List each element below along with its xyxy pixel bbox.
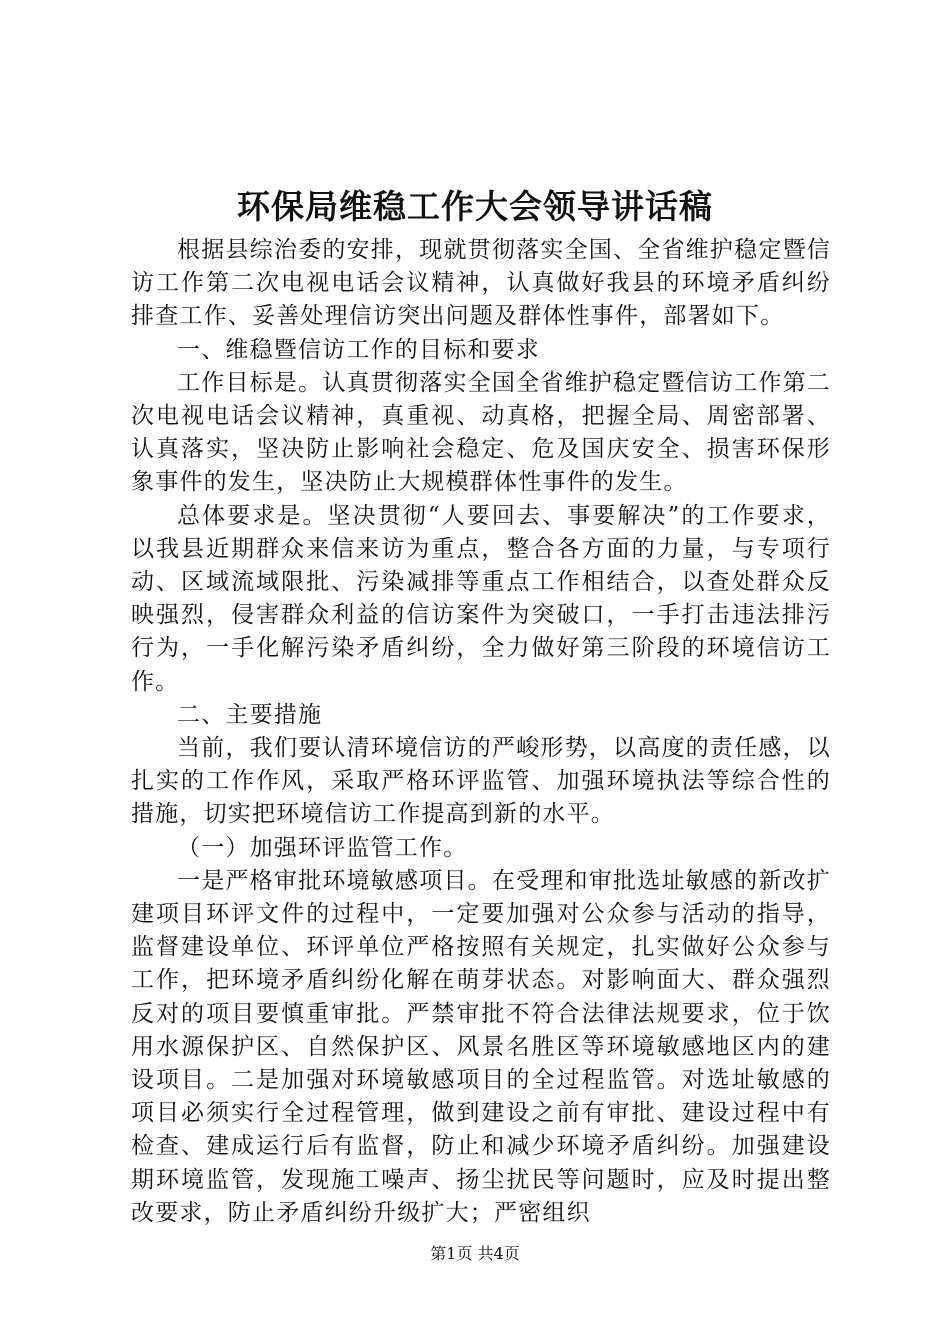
heading-section-1: 一、维稳暨信访工作的目标和要求	[177, 336, 540, 363]
heading-section-2: 二、主要措施	[177, 701, 323, 728]
paragraph-overall-requirements: 总体要求是。坚决贯彻“人要回去、事要解决”的工作要求，以我县近期群众来信来访为重点，整合各方面的力量，与专项行动、区域流域限批、污染减排等重点工作相结合，以查处群众反映强烈，侵害群众利益的信访案件为突破口，一手打击违法排污行为，一手化解污染矛盾纠纷，全力做好第三阶段的环境信访工作。	[131, 502, 831, 695]
paragraph-eia-supervision: 一是严格审批环境敏感项目。在受理和审批选址敏感的新改扩建项目环评文件的过程中，一定要加强对公众参与活动的指导，监督建设单位、环评单位严格按照有关规定，扎实做好公众参与工作，把环境矛盾纠纷化解在萌芽状态。对影响面大、群众强烈反对的项目要慎重审批。严禁审批不符合法律法规要求，位于饮用水源保护区、自然保护区、风景名胜区等环境敏感地区内的建设项目。二是加强对环境敏感项目的全过程监管。对选址敏感的项目必须实行全过程管理，做到建设之前有审批、建设过程中有检查、建成运行后有监督，防止和减少环境矛盾纠纷。加强建设期环境监管，发现施工噪声、扬尘扰民等问题时，应及时提出整改要求，防止矛盾纠纷升级扩大；严密组织	[131, 867, 831, 1226]
paragraph-current-situation: 当前，我们要认清环境信访的严峻形势，以高度的责任感，以扎实的工作作风，采取严格环评监管、加强环境执法等综合性的措施，切实把环境信访工作提高到新的水平。	[131, 735, 831, 828]
heading-subsection-1: （一）加强环评监管工作。	[177, 834, 468, 861]
document-body	[131, 234, 831, 1230]
document-title: 环保局维稳工作大会领导讲话稿	[237, 187, 713, 226]
paragraph-work-goal: 工作目标是。认真贯彻落实全国全省维护稳定暨信访工作第二次电视电话会议精神，真重视、动真格，把握全局、周密部署、认真落实，坚决防止影响社会稳定、危及国庆安全、损害环保形象事件的发生，坚决防止大规模群体性事件的发生。	[131, 369, 831, 496]
page-footer: 第1页 共4页	[430, 1244, 520, 1263]
paragraph-intro: 根据县综治委的安排，现就贯彻落实全国、全省维护稳定暨信访工作第二次电视电话会议精神，认真做好我县的环境矛盾纠纷排查工作、妥善处理信访突出问题及群体性事件，部署如下。	[131, 237, 831, 330]
